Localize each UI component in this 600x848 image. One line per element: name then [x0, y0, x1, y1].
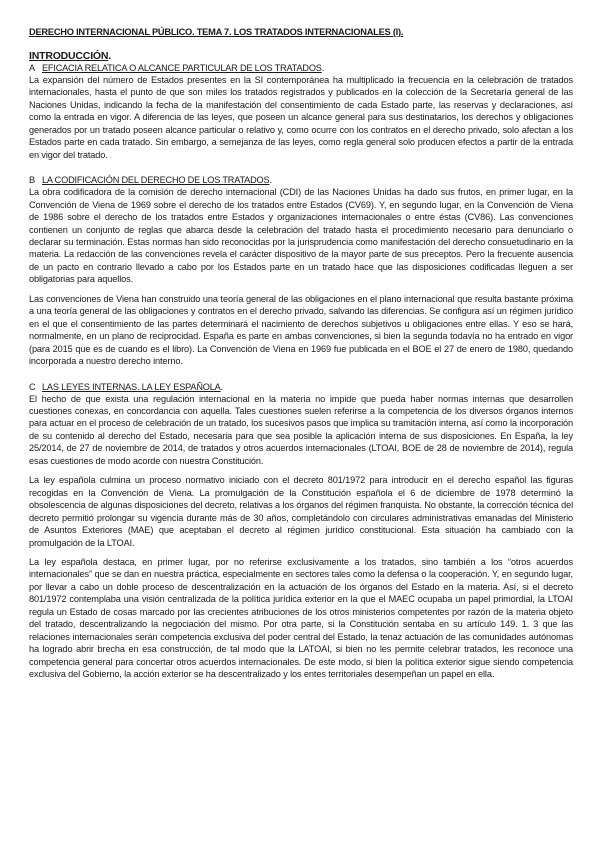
section-c-heading — [29, 381, 573, 393]
section-c-paragraph-3: La ley española destaca, en primer lugar, por no referirse exclusivamente a los tratados, sino también a los “otros acuerdos internacionales” que se dan en nuestra práctica, especialmente en sectores tales como la defensa o la cooperación. Y, en segundo lugar, por llevar a cabo un doble proceso de descentralización en la actuación de los órganos del Estado en la materia. Así, si el decreto 801/1972 contemplaba una visión centralizada de la política jurídica exterior en la que el MAEC ocupaba un papel primordial, la LTOAI regula un Estado de cosas marcado por las crecientes atribuciones de los otros ministerios competentes por razón de la materia objeto del tratado, descentralizando la negociación del mismo. Por otra parte, si la Constitución sentaba en su artículo 149. 1. 3 que las relaciones internacionales serán competencia exclusiva del poder central del Estado, la tenaz actuación de las comunidades autónomas ha logrado abrir brecha en esa construcción, de tal modo que la LATOAI, si bien no les permite celebrar tratados, les reconoce una competencia general para concertar otros acuerdos internacionales. De este modo, si bien la política exterior sigue siendo competencia exclusiva del Gobierno, la acción exterior se ha descentralizado y los entes territoriales desempeñan un papel en ella. — [29, 556, 573, 680]
section-b-title: LA CODIFICACIÓN DEL DERECHO DE LOS TRATADOS — [42, 175, 270, 186]
intro-heading-text: INTRODUCCIÓN — [29, 50, 109, 62]
section-a-title: EFICACIA RELATICA O ALCANCE PARTICULAR DE LOS TRATADOS — [42, 63, 322, 73]
section-c-paragraph-1: El hecho de que exista una regulación internacional en la materia no impide que pueda haber normas internas que desarrollen cuestiones conexas, en concordancia con aquella. Tales cuestiones suelen referirse a la competencia de los diversos órganos internos para actuar en el proceso de celebración de un tratado, los sucesivos pasos que implica su tramitación interna, así como la incorporación de su contenido al derecho del Estado, necesaria para que sea posible la aplicación interna de sus disposiciones. En España, la ley 25/2014, de 27 de noviembre de 2014, de tratados y otros acuerdos internacionales (LTOAI, BOE de 28 de noviembre de 2014), regula esas cuestiones de modo acorde con nuestra Constitución. — [29, 393, 573, 466]
section-b-paragraph-2: Las convenciones de Viena han construido una teoría general de las obligaciones en el plano internacional que resulta bastante próxima a una teoría general de las obligaciones y contratos en el derecho privado, salvando las diferencias. Se configura así un régimen jurídico en el que el consentimiento de las partes determinará el nacimiento de derechos subjetivos u obligaciones entre ellas. Y eso se hará, normalmente, en un plano de reciprocidad. España es parte en ambas convenciones, si bien la segunda todavía no ha entrado en vigor (para 2015 que es de cuando es el libro). La Convención de Viena en 1969 fue publicada en el BOE el 27 de enero de 1980, quedando incorporada a nuestro derecho interno. — [29, 293, 573, 367]
intro-heading — [29, 50, 573, 62]
section-c-paragraph-2: La ley española culmina un proceso normativo iniciado con el decreto 801/1972 para introducir en el derecho español las figuras recogidas en la Convención de Viena. La promulgación de la Constitución española el 6 de diciembre de 1978 determinó la obsolescencia de algunas disposiciones del decreto, relativas a los órganos del régimen franquista. No obstante, la corrección técnica del decreto permitió prolongar su vigencia durante más de 30 años, completándolo con circulares administrativas emanadas del Ministerio de Asuntos Exteriores (MAE) que aceptaban el decreto al régimen jurídico constitucional. Esta situación ha cambiado con la promulgación de la LTOAI. — [29, 475, 573, 548]
document-title: DERECHO INTERNACIONAL PÚBLICO. TEMA 7. LOS TRATADOS INTERNACIONALES (I). — [29, 27, 404, 37]
section-b-title-suffix: . — [269, 175, 272, 186]
section-b-heading — [29, 174, 573, 186]
section-b-paragraph-1: La obra codificadora de la comisión de derecho internacional (CDI) de las Naciones Unidas ha dado sus frutos, en primer lugar, en la Convención de Viena de 1969 sobre el derecho de los tratados entre Estados (CV69). Y, en segundo lugar, en la Convención de Viena de 1986 sobre el derecho de los tratados entre Estados y organizaciones internacionales o entre éstas (CV86). Las convenciones contienen un conjunto de reglas que abarca desde la celebración del tratado hasta el procedimiento necesario para denunciarlo o declarar su terminación. Estas normas han sido reconocidas por la jurisprudencia como manifestación del derecho consuetudinario en la materia. La redacción de las convenciones revela el carácter dispositivo de la mayor parte de sus preceptos. Pero la frecuente ausencia de un pacto en contrario llevado a cabo por los Estados parte en un tratado hace que las disposiciones codificadas lleguen a ser obligatorias para aquellos. — [29, 187, 573, 285]
section-a-letter: A — [29, 63, 35, 73]
section-c-title: LAS LEYES INTERNAS. LA LEY ESPAÑOLA — [42, 381, 221, 392]
section-a-paragraph-1: La expansión del número de Estados presentes en la SI contemporánea ha multiplicado la frecuencia en la celebración de tratados internacionales, hasta el punto de que son miles los tratados registrados y publicados en la colección de la Secretaría general de las Naciones Unidas, indicando la fecha de la manifestación del consentimiento de cada Estado parte, las reservas y declaraciones, así como la entrada en vigor. A diferencia de las leyes, que poseen un alcance general para sus destinatarios, los derechos y obligaciones generados por un tratado poseen alcance particular o relativo y, como ocurre con los contratos en el derecho privado, solo afectan a los Estados parte en cada tratado. Sin embargo, a semejanza de las leyes, como regla general solo producen efectos a partir de la entrada en vigor del tratado. — [29, 75, 573, 160]
section-c-title-suffix: . — [220, 381, 223, 392]
section-a-heading — [29, 62, 573, 74]
section-b-letter: B — [29, 175, 35, 186]
section-c-letter: C — [29, 381, 36, 392]
section-a-title-suffix: . — [321, 63, 325, 73]
intro-heading-suffix: . — [108, 50, 111, 62]
